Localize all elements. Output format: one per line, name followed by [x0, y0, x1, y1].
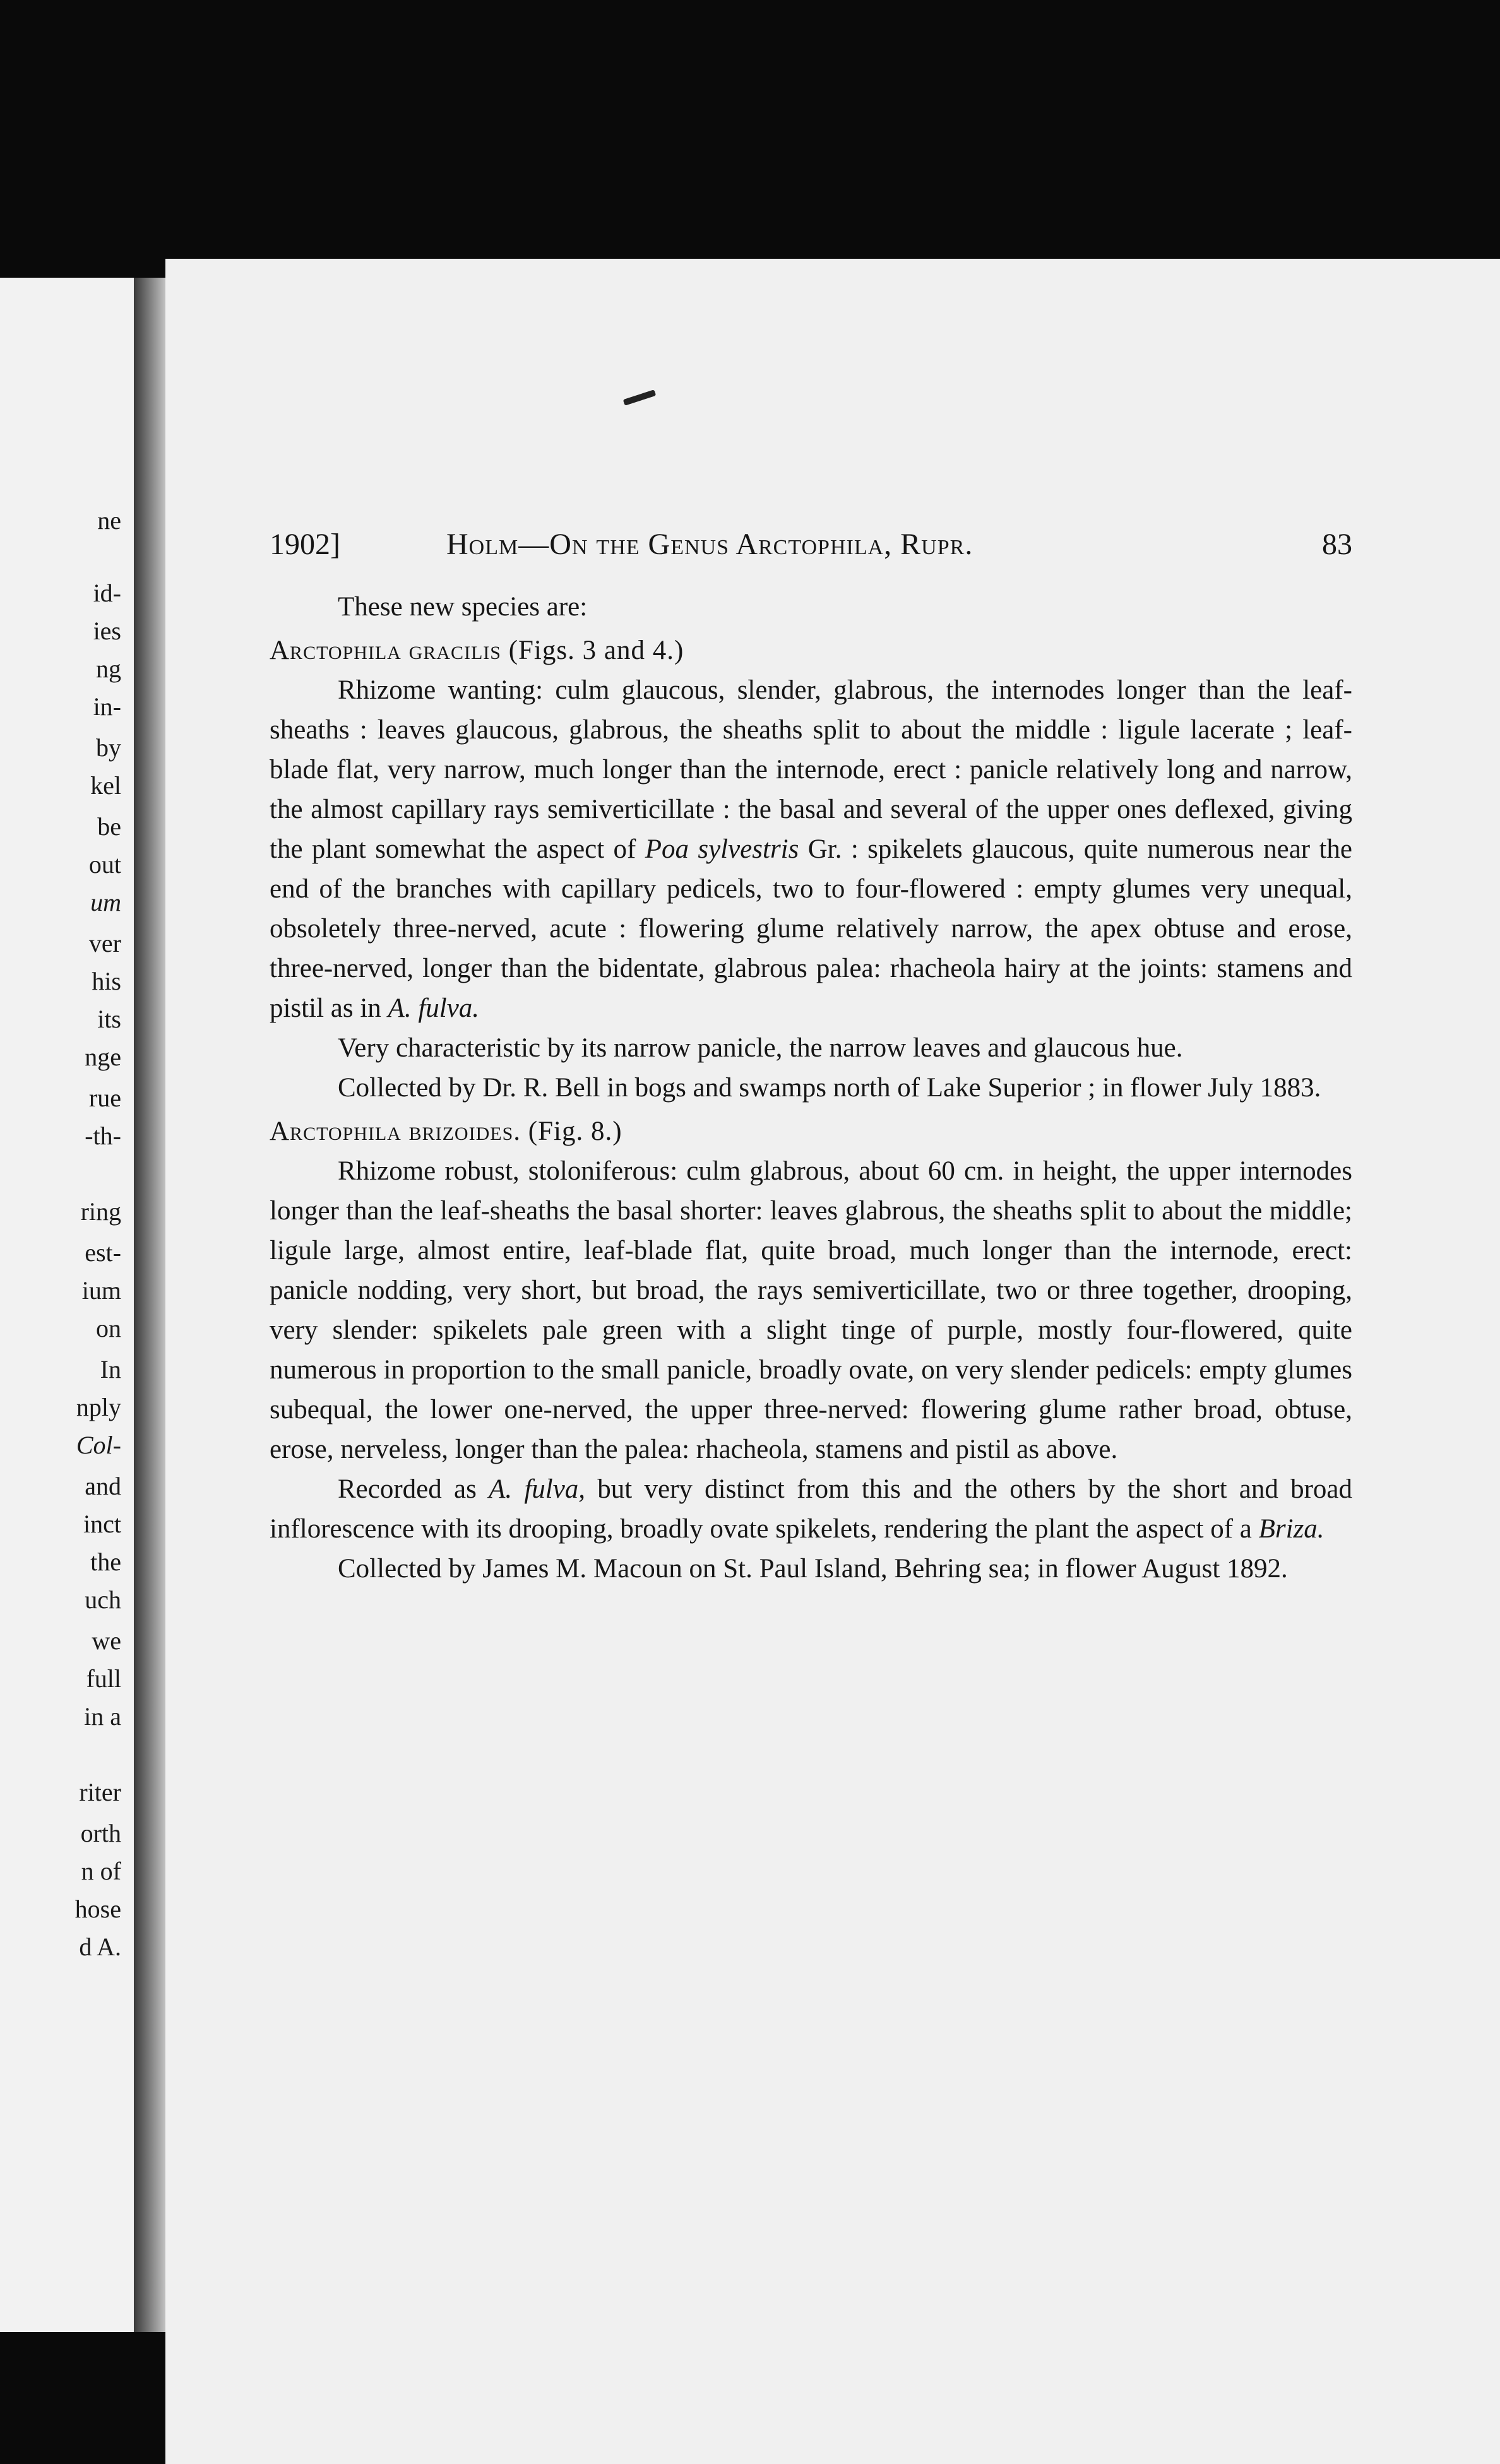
recorded-part-a: Recorded as: [338, 1474, 477, 1504]
left-page-fragment: In: [100, 1355, 121, 1383]
left-page-fragment: ium: [81, 1276, 121, 1305]
description-brizoides: Rhizome robust, stoloniferous: culm glabrous, about 60 cm. in height, the upper internodes longer than the leaf-sheaths the basal shorter: leaves glabrous, the sheaths split to about the middle; ligule large, almost entire, leaf-blade flat, quite broad, much longer than the internode, erect: panicle nodding, very short, but broad, the rays semiverticillate, two or three together, drooping, very slender: spikelets pale green with a slight tinge of purple, mostly four-flowered, quite numerous in proportion to the small panicle, broadly ovate, on very slender pedicels: empty glumes subequal, the lower one-nerved, the upper three-nerved: flowering glume rather broad, obtuse, erose, nerveless, longer than the palea: rhacheola, stamens and pistil as above.: [270, 1156, 1352, 1464]
left-page-fragment: nply: [76, 1393, 121, 1421]
species-figs-gracilis: (Figs. 3 and 4.): [508, 636, 684, 665]
left-page-fragment: his: [92, 967, 121, 995]
left-page-fragment: -th-: [85, 1122, 121, 1150]
taxon-a-fulva-2: A. fulva,: [489, 1474, 586, 1504]
left-page-fragment: nge: [85, 1043, 121, 1071]
species-heading-brizoides: [270, 1111, 1352, 1151]
left-page-fragment: out: [88, 850, 121, 879]
left-page-fragment: orth: [80, 1819, 121, 1847]
description-gracilis-part-a: Rhizome wanting: culm glaucous, slender, glabrous, the internodes longer than the leaf-sheaths : leaves glaucous, glabrous, the sheaths split to about the middle : ligule lacerate ; leaf-blade flat, very narrow, much longer than the internode, erect : panicle relatively long and narrow, the almost capillary rays semiverticillate : the basal and several of the upper ones deflexed, giving the plant somewhat the aspect of: [270, 675, 1352, 864]
left-page-fragment: in a: [84, 1702, 121, 1731]
description-gracilis: [270, 670, 1352, 1028]
left-page-fragment: uch: [85, 1585, 121, 1614]
left-page-fragment: its: [97, 1005, 121, 1033]
recorded-brizoides: [270, 1469, 1352, 1549]
taxon-poa-sylvestris: Poa sylvestris: [645, 834, 799, 864]
note-gracilis: Very characteristic by its narrow panicle, the narrow leaves and glaucous hue.: [338, 1033, 1183, 1063]
collection-gracilis: Collected by Dr. R. Bell in bogs and swamps north of Lake Superior ; in flower July 1883.: [338, 1073, 1321, 1103]
left-page-fragment: ver: [88, 929, 121, 957]
left-page-fragment: and: [85, 1472, 121, 1500]
adjacent-page-fragment: [0, 278, 134, 2332]
species-name-gracilis: Arctophila gracilis: [270, 636, 501, 665]
left-page-fragment: Col-: [76, 1431, 121, 1459]
species-name-brizoides: Arctophila brizoides.: [270, 1116, 521, 1146]
left-page-fragment: est-: [85, 1238, 121, 1267]
left-page-fragment: rue: [88, 1084, 121, 1112]
left-page-fragment: ne: [97, 506, 121, 535]
left-page-fragment: ies: [93, 617, 121, 645]
taxon-briza: Briza.: [1258, 1514, 1324, 1544]
left-page-fragment: the: [90, 1548, 121, 1576]
left-page-fragment: ring: [80, 1197, 121, 1226]
running-head-year: 1902]: [270, 528, 340, 561]
running-head: [270, 527, 1352, 565]
left-page-fragment: kel: [90, 771, 121, 800]
left-page-fragment: on: [96, 1314, 121, 1342]
page-number: 83: [1322, 528, 1352, 561]
recorded-part-b: but very distinct from this and the others by the short and broad inflorescence with its drooping, broadly ovate spikelets, rendering the plant the aspect of a: [270, 1474, 1353, 1544]
left-page-fragment: be: [97, 812, 121, 841]
left-page-fragment: in-: [93, 692, 121, 721]
left-page-fragment: um: [90, 888, 121, 916]
taxon-a-fulva: A. fulva.: [388, 993, 480, 1023]
left-page-fragment: riter: [79, 1778, 121, 1806]
left-page-fragment: d A.: [79, 1933, 121, 1961]
species-heading-gracilis: [270, 631, 1352, 670]
left-page-fragment: full: [86, 1664, 121, 1693]
left-page-fragment: we: [92, 1626, 121, 1655]
intro-paragraph: These new species are:: [338, 592, 588, 622]
collection-brizoides: Collected by James M. Macoun on St. Paul Island, Behring sea; in flower August 1892.: [338, 1554, 1288, 1584]
description-gracilis-part-b: Gr. : spikelets glaucous, quite numerous near the end of the branches with capillary pedicels, two to four-flowered : empty glumes very unequal, obsoletely three-nerved, acute : flowering glume relatively narrow, the apex obtuse and erose, three-nerved, longer than the bidentate, glabrous palea: rhacheola hairy at the joints: stamens and pistil as in: [270, 834, 1352, 1023]
left-page-fragment: inct: [83, 1510, 121, 1538]
left-page-fragment: hose: [74, 1895, 121, 1923]
species-figs-brizoides: (Fig. 8.): [528, 1116, 622, 1146]
left-page-fragment: n of: [81, 1857, 121, 1885]
running-head-title: Holm—On the Genus Arctophila, Rupr.: [446, 528, 973, 561]
scanned-page: [165, 259, 1500, 2464]
left-page-fragment: id-: [93, 579, 121, 607]
body-text: [270, 587, 1352, 1589]
ink-mark: [623, 389, 657, 406]
left-page-fragment: by: [96, 733, 121, 762]
left-page-fragment: ng: [96, 654, 121, 683]
